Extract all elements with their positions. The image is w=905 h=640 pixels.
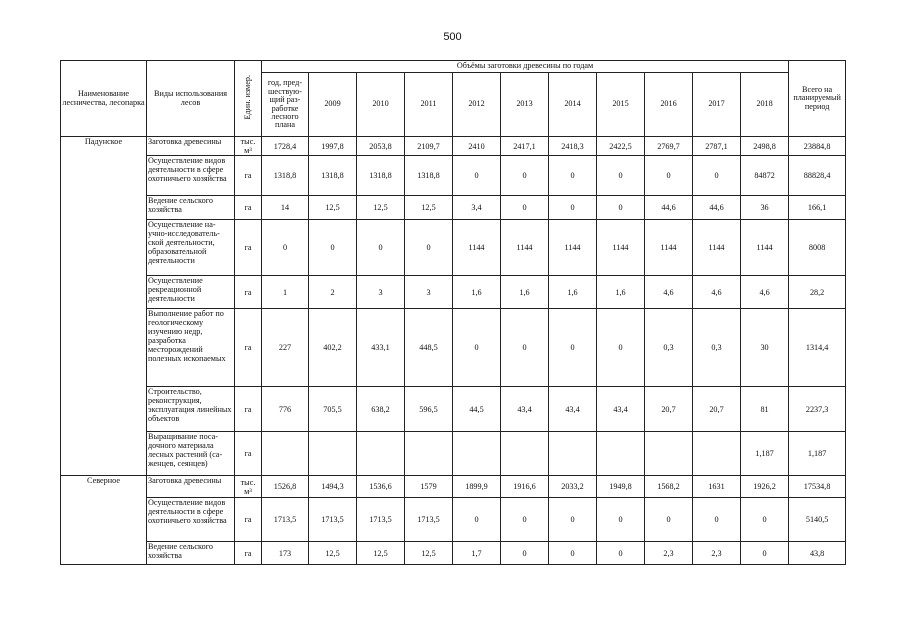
header-year: 2012 [453,73,501,137]
usage-type-cell: Осуществление видов деятельности в сфере охотничьего хозяйства [147,156,235,196]
value-cell: 44,6 [693,196,741,220]
value-cell: 1494,3 [309,476,357,498]
usage-type-cell: Осуществление видов деятельности в сфере охотничьего хозяйства [147,498,235,542]
header-year: 2011 [405,73,453,137]
header-year: 2015 [597,73,645,137]
total-cell: 8008 [789,220,846,276]
value-cell: 1949,8 [597,476,645,498]
value-cell: 84872 [741,156,789,196]
unit-cell: га [235,387,262,432]
total-cell: 1314,4 [789,309,846,387]
header-prior-year: год, пред-шествую-щий раз-работке лесного плана [262,73,309,137]
table-row [61,498,846,542]
value-cell: 14 [262,196,309,220]
value-cell: 0,3 [693,309,741,387]
value-cell: 43,4 [501,387,549,432]
value-cell: 1318,8 [357,156,405,196]
value-cell: 402,2 [309,309,357,387]
header-year: 2017 [693,73,741,137]
value-cell: 0 [453,309,501,387]
value-cell: 1144 [741,220,789,276]
total-cell: 5140,5 [789,498,846,542]
value-cell: 1,6 [597,276,645,309]
value-cell: 1,7 [453,542,501,565]
usage-type-cell: Ведение сельского хозяйства [147,196,235,220]
value-cell: 0 [453,156,501,196]
value-cell: 0 [597,498,645,542]
value-cell: 2,3 [645,542,693,565]
value-cell [453,432,501,476]
table-row [61,137,846,156]
total-cell: 2237,3 [789,387,846,432]
value-cell: 776 [262,387,309,432]
header-total: Всего на планируемый период [789,61,846,137]
table-row [61,309,846,387]
value-cell: 0 [501,542,549,565]
value-cell: 12,5 [405,542,453,565]
value-cell: 0 [549,196,597,220]
value-cell: 448,5 [405,309,453,387]
value-cell: 36 [741,196,789,220]
value-cell: 3 [357,276,405,309]
value-cell: 81 [741,387,789,432]
value-cell: 1 [262,276,309,309]
total-cell: 88828,4 [789,156,846,196]
header-volumes-by-year: Объёмы заготовки древесины по годам [262,61,789,73]
forestry-name: Падунское [61,137,147,476]
value-cell [357,432,405,476]
value-cell: 1144 [501,220,549,276]
value-cell: 12,5 [309,196,357,220]
value-cell: 1,6 [549,276,597,309]
value-cell: 433,1 [357,309,405,387]
value-cell: 0 [549,156,597,196]
value-cell: 43,4 [549,387,597,432]
total-cell: 28,2 [789,276,846,309]
value-cell: 0 [309,220,357,276]
value-cell: 0 [597,196,645,220]
value-cell: 0 [357,220,405,276]
table-row [61,387,846,432]
value-cell: 2 [309,276,357,309]
value-cell: 0 [405,220,453,276]
value-cell: 2418,3 [549,137,597,156]
table-row [61,156,846,196]
unit-cell: га [235,432,262,476]
value-cell: 2109,7 [405,137,453,156]
value-cell: 0 [501,309,549,387]
harvest-volume-table [60,60,846,565]
value-cell: 0 [549,542,597,565]
value-cell: 1579 [405,476,453,498]
value-cell: 0 [549,309,597,387]
value-cell: 12,5 [357,542,405,565]
value-cell [405,432,453,476]
value-cell: 1318,8 [405,156,453,196]
usage-type-cell: Ведение сельского хозяйства [147,542,235,565]
value-cell: 4,6 [741,276,789,309]
total-cell: 166,1 [789,196,846,220]
page-number: 500 [443,31,462,43]
value-cell [645,432,693,476]
value-cell: 1713,5 [405,498,453,542]
unit-cell: га [235,542,262,565]
value-cell: 1713,5 [357,498,405,542]
unit-cell: га [235,220,262,276]
total-cell: 43,8 [789,542,846,565]
header-year: 2009 [309,73,357,137]
value-cell [597,432,645,476]
unit-cell: тыс. м³ [235,137,262,156]
usage-type-cell: Осуществление рекреационной деятельности [147,276,235,309]
header-usage-type: Виды использования лесов [147,61,235,137]
value-cell: 2410 [453,137,501,156]
value-cell: 1144 [549,220,597,276]
header-year: 2014 [549,73,597,137]
value-cell: 1526,8 [262,476,309,498]
header-year: 2010 [357,73,405,137]
value-cell: 2053,8 [357,137,405,156]
value-cell: 1713,5 [309,498,357,542]
value-cell: 3,4 [453,196,501,220]
unit-cell: га [235,498,262,542]
value-cell: 0 [597,542,645,565]
value-cell: 2,3 [693,542,741,565]
table-row [61,220,846,276]
value-cell: 1997,8 [309,137,357,156]
value-cell: 1713,5 [262,498,309,542]
value-cell: 4,6 [645,276,693,309]
value-cell: 0 [645,498,693,542]
value-cell: 20,7 [693,387,741,432]
total-cell: 17534,8 [789,476,846,498]
header-year: 2016 [645,73,693,137]
value-cell: 0 [549,498,597,542]
forestry-name: Северное [61,476,147,565]
value-cell: 1,187 [741,432,789,476]
value-cell: 0 [693,498,741,542]
value-cell: 1,6 [501,276,549,309]
value-cell: 0 [597,309,645,387]
value-cell: 2498,8 [741,137,789,156]
value-cell: 1144 [693,220,741,276]
header-unit [235,61,262,137]
value-cell [501,432,549,476]
value-cell: 596,5 [405,387,453,432]
value-cell [262,432,309,476]
value-cell: 0,3 [645,309,693,387]
value-cell [309,432,357,476]
unit-cell: га [235,276,262,309]
value-cell: 2769,7 [645,137,693,156]
value-cell: 0 [693,156,741,196]
unit-cell: га [235,156,262,196]
header-year: 2018 [741,73,789,137]
value-cell: 0 [501,498,549,542]
table-row [61,432,846,476]
unit-cell: га [235,196,262,220]
value-cell: 638,2 [357,387,405,432]
usage-type-cell: Осуществление на-учно-исследователь-ской деятельности, образовательной деятельности [147,220,235,276]
value-cell: 1926,2 [741,476,789,498]
header-unit-text: Един. измер. [242,75,252,120]
value-cell: 227 [262,309,309,387]
value-cell: 12,5 [309,542,357,565]
value-cell: 1318,8 [262,156,309,196]
table-row [61,276,846,309]
value-cell: 1144 [453,220,501,276]
value-cell: 1916,6 [501,476,549,498]
unit-cell: га [235,309,262,387]
value-cell: 1631 [693,476,741,498]
value-cell: 0 [501,196,549,220]
header-year: 2013 [501,73,549,137]
value-cell: 0 [597,156,645,196]
value-cell: 20,7 [645,387,693,432]
table-row [61,476,846,498]
value-cell: 44,6 [645,196,693,220]
value-cell: 0 [453,498,501,542]
table-row [61,196,846,220]
usage-type-cell: Строительство, реконструкция, эксплуатация линейных объектов [147,387,235,432]
value-cell: 1318,8 [309,156,357,196]
value-cell: 44,5 [453,387,501,432]
value-cell: 2033,2 [549,476,597,498]
value-cell: 1899,9 [453,476,501,498]
value-cell: 1144 [645,220,693,276]
value-cell: 4,6 [693,276,741,309]
value-cell: 0 [741,542,789,565]
usage-type-cell: Выращивание поса-дочного материала лесных растений (са-женцев, сеянцев) [147,432,235,476]
value-cell: 1,6 [453,276,501,309]
value-cell: 0 [501,156,549,196]
total-cell: 1,187 [789,432,846,476]
value-cell: 2422,5 [597,137,645,156]
total-cell: 23884,8 [789,137,846,156]
value-cell [549,432,597,476]
usage-type-cell: Заготовка древесины [147,476,235,498]
value-cell: 705,5 [309,387,357,432]
value-cell: 2417,1 [501,137,549,156]
unit-cell: тыс. м³ [235,476,262,498]
value-cell: 43,4 [597,387,645,432]
value-cell: 2787,1 [693,137,741,156]
value-cell: 173 [262,542,309,565]
header-forestry: Наименование лесничества, лесопарка [61,61,147,137]
value-cell: 0 [645,156,693,196]
value-cell: 1144 [597,220,645,276]
usage-type-cell: Выполнение работ по геологическому изучению недр, разработка месторождений полезных ископаемых [147,309,235,387]
usage-type-cell: Заготовка древесины [147,137,235,156]
value-cell: 12,5 [405,196,453,220]
value-cell: 1728,4 [262,137,309,156]
value-cell: 1568,2 [645,476,693,498]
table-row [61,542,846,565]
value-cell [693,432,741,476]
value-cell: 3 [405,276,453,309]
value-cell: 12,5 [357,196,405,220]
value-cell: 30 [741,309,789,387]
value-cell: 0 [262,220,309,276]
value-cell: 0 [741,498,789,542]
value-cell: 1536,6 [357,476,405,498]
